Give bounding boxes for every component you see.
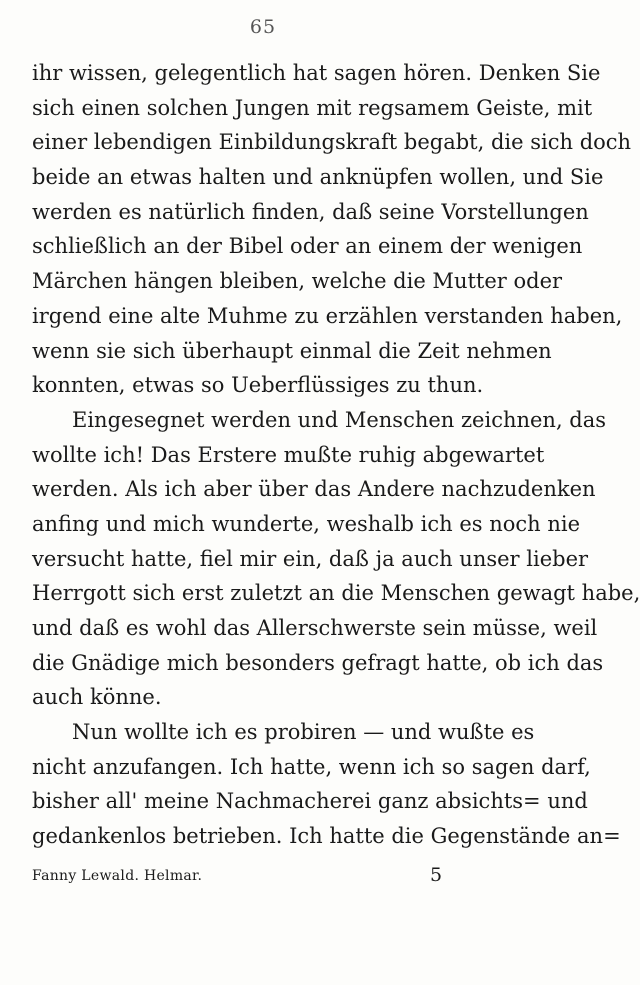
text-line: Eingesegnet werden und Menschen zeichnen, das: [72, 407, 607, 432]
text-line: wollte ich! Das Erstere mußte ruhig abgewartet: [32, 442, 545, 467]
text-line: konnten, etwas so Ueberflüssiges zu thun.: [32, 373, 484, 398]
text-line: nicht anzufangen. Ich hatte, wenn ich so sagen darf,: [32, 754, 591, 779]
text-line: werden. Als ich aber über das Andere nachzudenken: [32, 477, 596, 502]
text-line: werden es natürlich finden, daß seine Vorstellungen: [32, 199, 589, 224]
text-line: gedankenlos betrieben. Ich hatte die Gegenstände an=: [32, 824, 621, 849]
text-line: auch könne.: [32, 685, 162, 710]
body-text: [32, 56, 640, 854]
text-line: ihr wissen, gelegentlich hat sagen hören. Denken Sie: [32, 61, 601, 85]
text-line: Herrgott sich erst zuletzt an die Menschen gewagt habe,: [32, 581, 640, 606]
text-line: Nun wollte ich es probiren — und wußte es: [72, 720, 535, 745]
text-line: versucht hatte, fiel mir ein, daß ja auch unser lieber: [32, 546, 589, 571]
signature-mark: 5: [430, 864, 443, 886]
text-line: Märchen hängen bleiben, welche die Mutter oder: [32, 269, 563, 294]
text-line: beide an etwas halten und anknüpfen wollen, und Sie: [32, 165, 604, 190]
signature-line: Fanny Lewald. Helmar.: [32, 868, 203, 884]
page-footer: [32, 864, 516, 890]
page-number: 65: [249, 16, 277, 38]
text-line: bisher all' meine Nachmacherei ganz absichts= und: [32, 789, 588, 814]
text-line: wenn sie sich überhaupt einmal die Zeit nehmen: [32, 338, 552, 363]
text-line: schließlich an der Bibel oder an einem der wenigen: [32, 234, 583, 259]
text-line: und daß es wohl das Allerschwerste sein müsse, weil: [32, 616, 598, 640]
text-line: einer lebendigen Einbildungskraft begabt, die sich doch: [32, 130, 632, 155]
text-line: anfing und mich wunderte, weshalb ich es noch nie: [32, 511, 581, 536]
text-line: sich einen solchen Jungen mit regsamem Geiste, mit: [32, 95, 593, 120]
text-line: die Gnädige mich besonders gefragt hatte, ob ich das: [32, 650, 604, 675]
text-line: irgend eine alte Muhme zu erzählen verstanden haben,: [32, 303, 623, 328]
